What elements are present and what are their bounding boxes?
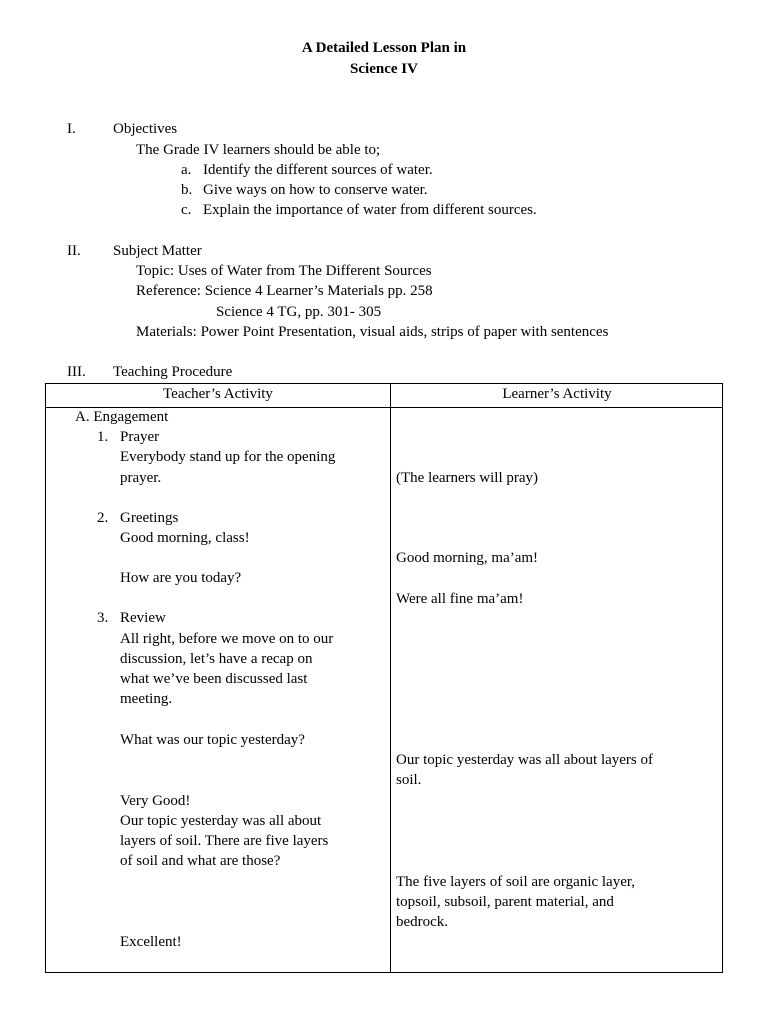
subject-matter-heading: Subject Matter — [113, 243, 202, 259]
greetings-heading: Greetings — [120, 510, 179, 526]
learner-line: bedrock. — [396, 914, 449, 930]
learner-line: soil. — [396, 772, 422, 788]
teacher-line: Our topic yesterday was all about — [120, 813, 322, 829]
teacher-line: discussion, let’s have a recap on — [120, 651, 313, 667]
teacher-line: meeting. — [120, 691, 173, 707]
objectives-numeral: I. — [67, 121, 76, 137]
doc-title-line2: Science IV — [350, 61, 418, 77]
objective-letter: a. — [181, 162, 192, 178]
doc-title-line1: A Detailed Lesson Plan in — [301, 40, 467, 56]
teaching-procedure-heading: Teaching Procedure — [113, 364, 233, 380]
teacher-line: layers of soil. There are five layers — [120, 833, 329, 849]
teaching-procedure-numeral: III. — [67, 364, 86, 380]
list-number: 2. — [97, 510, 109, 526]
teacher-line: of soil and what are those? — [120, 853, 281, 869]
teacher-line: what we’ve been discussed last — [120, 671, 308, 687]
learner-line: (The learners will pray) — [396, 470, 539, 486]
teacher-line: How are you today? — [120, 570, 242, 586]
prayer-heading: Prayer — [120, 429, 160, 445]
teacher-activity-header: Teacher’s Activity — [163, 386, 273, 402]
objectives-intro: The Grade IV learners should be able to; — [136, 142, 381, 158]
teacher-line: prayer. — [120, 470, 162, 486]
teacher-line: Everybody stand up for the opening — [120, 449, 336, 465]
learner-activity-header: Learner’s Activity — [502, 386, 612, 402]
subject-matter-numeral: II. — [67, 243, 81, 259]
subject-materials: Materials: Power Point Presentation, visual aids, strips of paper with sentences — [136, 324, 609, 340]
teacher-line: Very Good! — [120, 793, 191, 809]
learner-line: The five layers of soil are organic layer, — [396, 874, 636, 890]
learner-line: Were all fine ma’am! — [396, 591, 524, 607]
list-number: 3. — [97, 610, 109, 626]
procedure-table — [45, 383, 723, 973]
column-divider — [390, 384, 391, 972]
objective-item: Identify the different sources of water. — [203, 162, 433, 178]
objectives-heading: Objectives — [113, 121, 178, 137]
teacher-line: All right, before we move on to our — [120, 631, 334, 647]
learner-line: topsoil, subsoil, parent material, and — [396, 894, 614, 910]
objective-item: Explain the importance of water from different sources. — [203, 202, 537, 218]
learner-line: Our topic yesterday was all about layers of — [396, 752, 653, 768]
objective-letter: c. — [181, 202, 192, 218]
teacher-line: Good morning, class! — [120, 530, 250, 546]
list-number: 1. — [97, 429, 109, 445]
subject-topic: Topic: Uses of Water from The Different Sources — [136, 263, 432, 279]
review-heading: Review — [120, 610, 166, 626]
teacher-line: Excellent! — [120, 934, 182, 950]
subject-reference-2: Science 4 TG, pp. 301- 305 — [216, 304, 382, 320]
teacher-line: What was our topic yesterday? — [120, 732, 305, 748]
engagement-section: A. Engagement — [75, 409, 169, 425]
objective-letter: b. — [181, 182, 193, 198]
learner-line: Good morning, ma’am! — [396, 550, 539, 566]
objective-item: Give ways on how to conserve water. — [203, 182, 428, 198]
subject-reference: Reference: Science 4 Learner’s Materials pp. 258 — [136, 283, 433, 299]
